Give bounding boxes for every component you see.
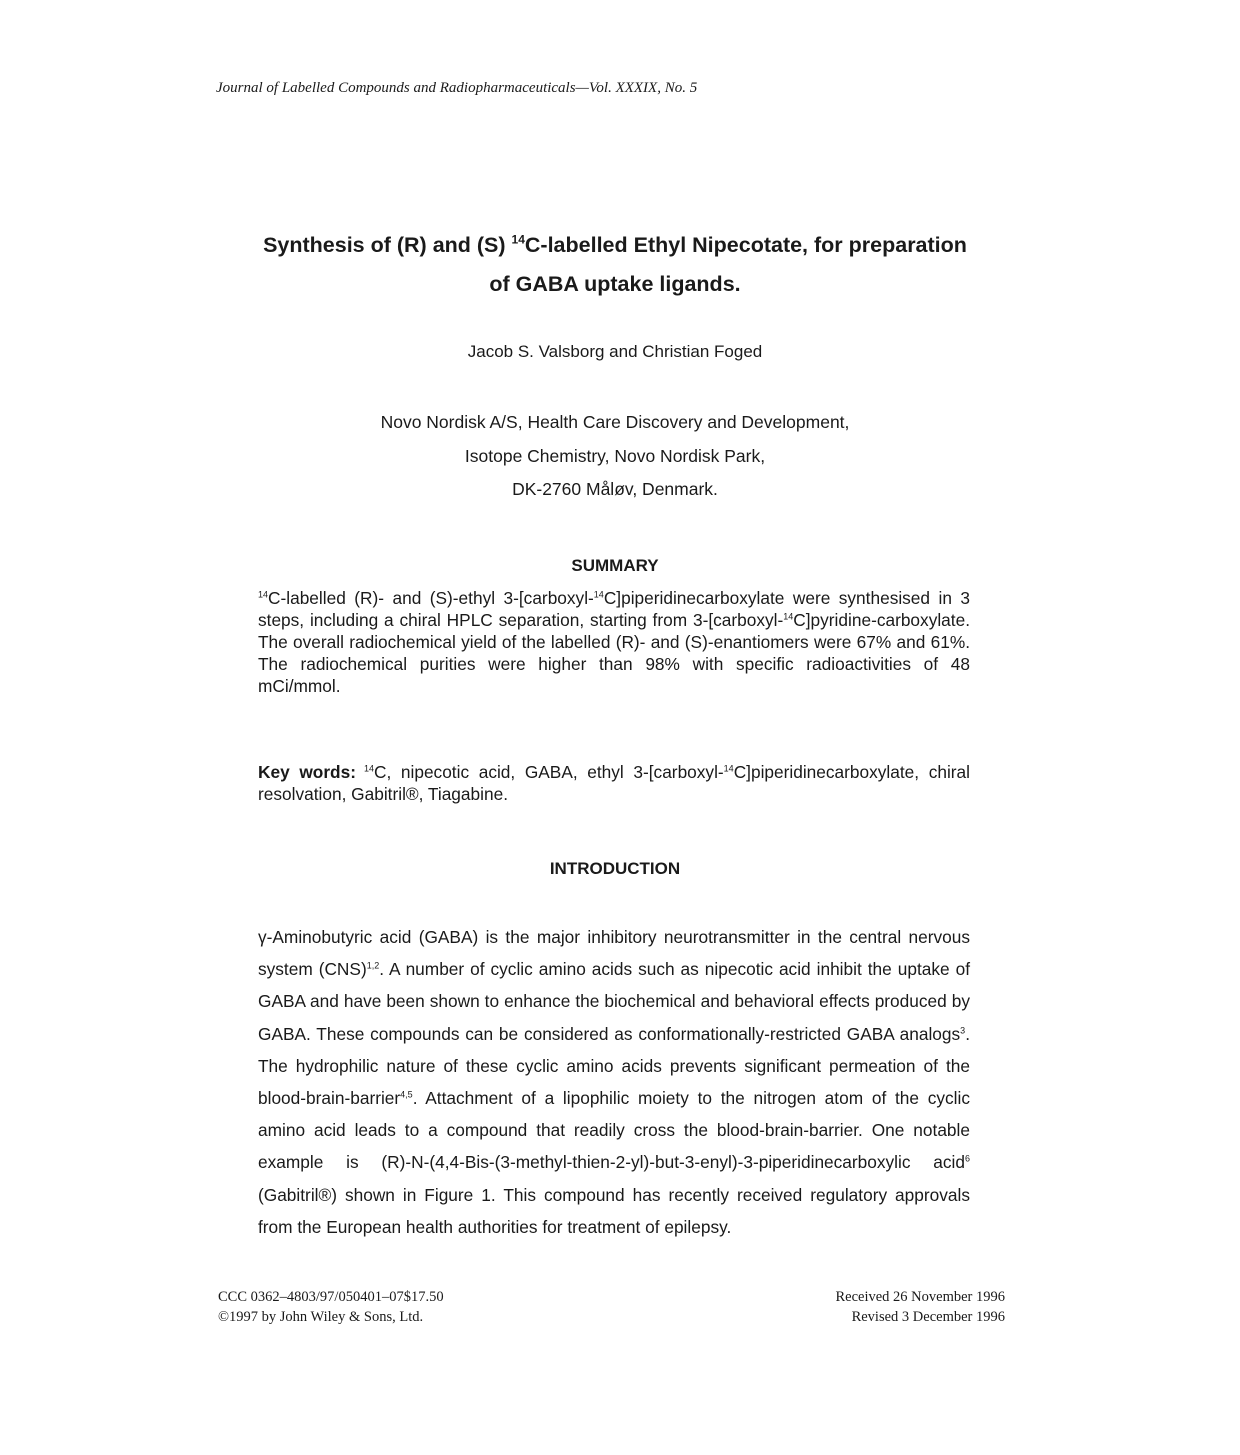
affiliation-line1: Novo Nordisk A/S, Health Care Discovery and Development, <box>380 412 850 432</box>
keywords <box>258 761 970 805</box>
title-superscript: 14 <box>511 232 525 247</box>
title-part2: C-labelled Ethyl Nipecotate, for preparation of GABA uptake ligands. <box>489 233 967 296</box>
intro-ref2: 3 <box>960 1024 966 1035</box>
summary-t3: C]pyridine-carboxylate. The overall radiochemical yield of the labelled (R)- and (S)-enantiomers were 67% and 61%. The radiochemical purities were higher than 98% with specific radioactivities of 48 mCi/mmol. <box>258 610 970 696</box>
intro-t5: (Gabitril®) shown in Figure 1. This compound has recently received regulatory approvals from the European health authorities for treatment of epilepsy. <box>258 1184 970 1237</box>
summary-t2: C]piperidinecarboxylate were synthesised in 3 steps, including a chiral HPLC separation, starting from 3-[carboxyl- <box>258 588 971 630</box>
summary-sup3: 14 <box>783 611 794 622</box>
keywords-label: Key words: <box>258 762 356 782</box>
paper-title <box>260 226 970 304</box>
summary-heading: SUMMARY <box>571 556 659 575</box>
summary-sup2: 14 <box>593 589 604 600</box>
running-head: Journal of Labelled Compounds and Radiopharmaceuticals—Vol. XXXIX, No. 5 <box>216 80 698 96</box>
keywords-t2: C]piperidinecarboxylate, chiral resolvation, Gabitril®, Tiagabine. <box>258 762 970 804</box>
affiliation-line3: DK-2760 Måløv, Denmark. <box>512 479 718 499</box>
intro-t2: . A number of cyclic amino acids such as nipecotic acid inhibit the uptake of GABA and have been shown to enhance the biochemical and behavioral effects produced by GABA. These compounds can be considered as conformationally-restricted GABA analogs <box>258 959 970 1044</box>
summary-sup1: 14 <box>258 589 269 600</box>
intro-ref4: 6 <box>964 1153 970 1164</box>
affiliation <box>260 406 970 507</box>
footer-ccc: CCC 0362–4803/97/050401–07$17.50 <box>218 1289 444 1305</box>
footer-left <box>218 1287 444 1327</box>
summary-text <box>258 587 970 697</box>
intro-t1: γ-Aminobutyric acid (GABA) is the major inhibitory neurotransmitter in the central nervous system (CNS) <box>258 927 970 980</box>
intro-ref1: 1,2 <box>366 960 380 971</box>
intro-ref3: 4,5 <box>400 1089 413 1100</box>
authors: Jacob S. Valsborg and Christian Foged <box>467 342 763 361</box>
footer-copyright: ©1997 by John Wiley & Sons, Ltd. <box>218 1309 424 1325</box>
keywords-t1: C, nipecotic acid, GABA, ethyl 3-[carboxyl- <box>373 762 724 782</box>
intro-t4: . Attachment of a lipophilic moiety to the nitrogen atom of the cyclic amino acid leads to a compound that readily cross the blood-brain-barrier. One notable example is (R)-N-(4,4-Bis-(3-methyl-thien-2-yl)-but-3-enyl)-3-piperidinecarboxylic acid <box>258 1088 970 1173</box>
introduction-text <box>258 921 970 1243</box>
affiliation-line2: Isotope Chemistry, Novo Nordisk Park, <box>464 445 766 466</box>
keywords-sup1: 14 <box>363 763 374 774</box>
title-part1: Synthesis of (R) and (S) <box>263 233 512 257</box>
keywords-sup2: 14 <box>723 763 734 774</box>
footer-right <box>835 1287 1005 1327</box>
introduction-heading: INTRODUCTION <box>549 859 681 878</box>
intro-t3: . The hydrophilic nature of these cyclic amino acids prevents significant permeation of the blood-brain-barrier <box>258 1023 970 1109</box>
footer-revised: Revised 3 December 1996 <box>851 1309 1005 1325</box>
summary-t1: C-labelled (R)- and (S)-ethyl 3-[carboxyl- <box>268 588 594 608</box>
footer-received: Received 26 November 1996 <box>835 1289 1005 1305</box>
